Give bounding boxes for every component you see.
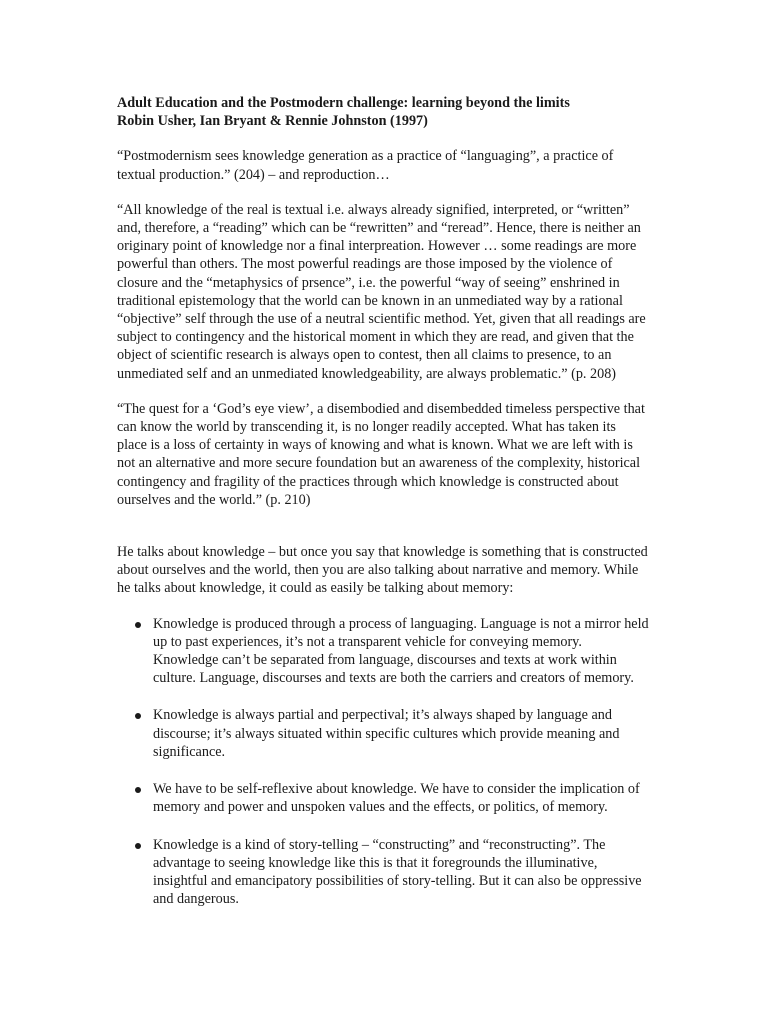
list-item xyxy=(117,780,649,816)
bullet-icon xyxy=(135,787,141,793)
list-item-text: Knowledge is produced through a process of languaging. Language is not a mirror held up to past experiences, it’s not a transparent vehicle for conveying memory. Knowledge can’t be separated from language, discourses and texts at work within culture. Language, discourses and texts are both the carriers and creators of memory. xyxy=(153,615,649,687)
list-item-text: Knowledge is always partial and perpectival; it’s always shaped by language and discourse; it’s always situated within specific cultures which provide meaning and significance. xyxy=(153,707,620,760)
document-title xyxy=(117,94,649,130)
paragraph: “Postmodernism sees knowledge generation as a practice of “languaging”, a practice of textual production.” (204) – and reproduction… xyxy=(117,148,614,183)
paragraph: “All knowledge of the real is textual i.e. always already signified, interpreted, or “written” and, therefore, a “reading” which can be “rewritten” and “reread”. Hence, there is neither an originary point of knowledge nor a final interpreation. However … some readings are more powerful than others. The most powerful readings are those imposed by the violence of closure and the “metaphysics of prsence”, i.e. the powerful “way of seeing” enshrined in traditional epistemology that the world can be known in an unmediated way by a rational “objective” self through the use of a neutral scientific method. Yet, given that all readings are subject to contingency and the historical moment in which they are read, and given that the object of scientific research is always open to contest, then all claims to presence, to an unmediated self and an unmediated knowledgeability, are always problematic.” (p. 208) xyxy=(117,201,646,382)
bullet-icon xyxy=(135,713,141,719)
bullet-list xyxy=(117,615,649,909)
list-item xyxy=(117,836,649,909)
paragraph: “The quest for a ‘God’s eye view’, a disembodied and disembedded timeless perspective that can know the world by transcending it, is no longer readily accepted. What has taken its place is a loss of certainty in ways of knowing and what is known. What we are left with is not an alternative and more secure foundation but an awareness of the complexity, historical contingency and fragility of the practices through which knowledge is constructed about ourselves and the world.” (p. 210) xyxy=(117,400,645,508)
bullet-icon xyxy=(135,622,141,628)
document-page xyxy=(117,94,649,927)
list-item-text: Knowledge is a kind of story-telling – “constructing” and “reconstructing”. The advantage to seeing knowledge like this is that it foregrounds the illuminative, insightful and emancipatory possibilities of story-telling. But it can also be oppressive and dangerous. xyxy=(153,836,642,908)
list-item-text: We have to be self-reflexive about knowledge. We have to consider the implication of memory and power and unspoken values and the effects, or politics, of memory. xyxy=(153,781,640,816)
list-item xyxy=(117,706,649,761)
author-line: Robin Usher, Ian Bryant & Rennie Johnston (1997) xyxy=(117,113,428,130)
list-item xyxy=(117,615,649,688)
bullet-icon xyxy=(135,843,141,849)
title-line: Adult Education and the Postmodern challenge: learning beyond the limits xyxy=(117,95,570,111)
paragraph: He talks about knowledge – but once you say that knowledge is something that is constructed about ourselves and the world, then you are also talking about narrative and memory. While he talks about knowledge, it could as easily be talking about memory: xyxy=(117,544,648,597)
